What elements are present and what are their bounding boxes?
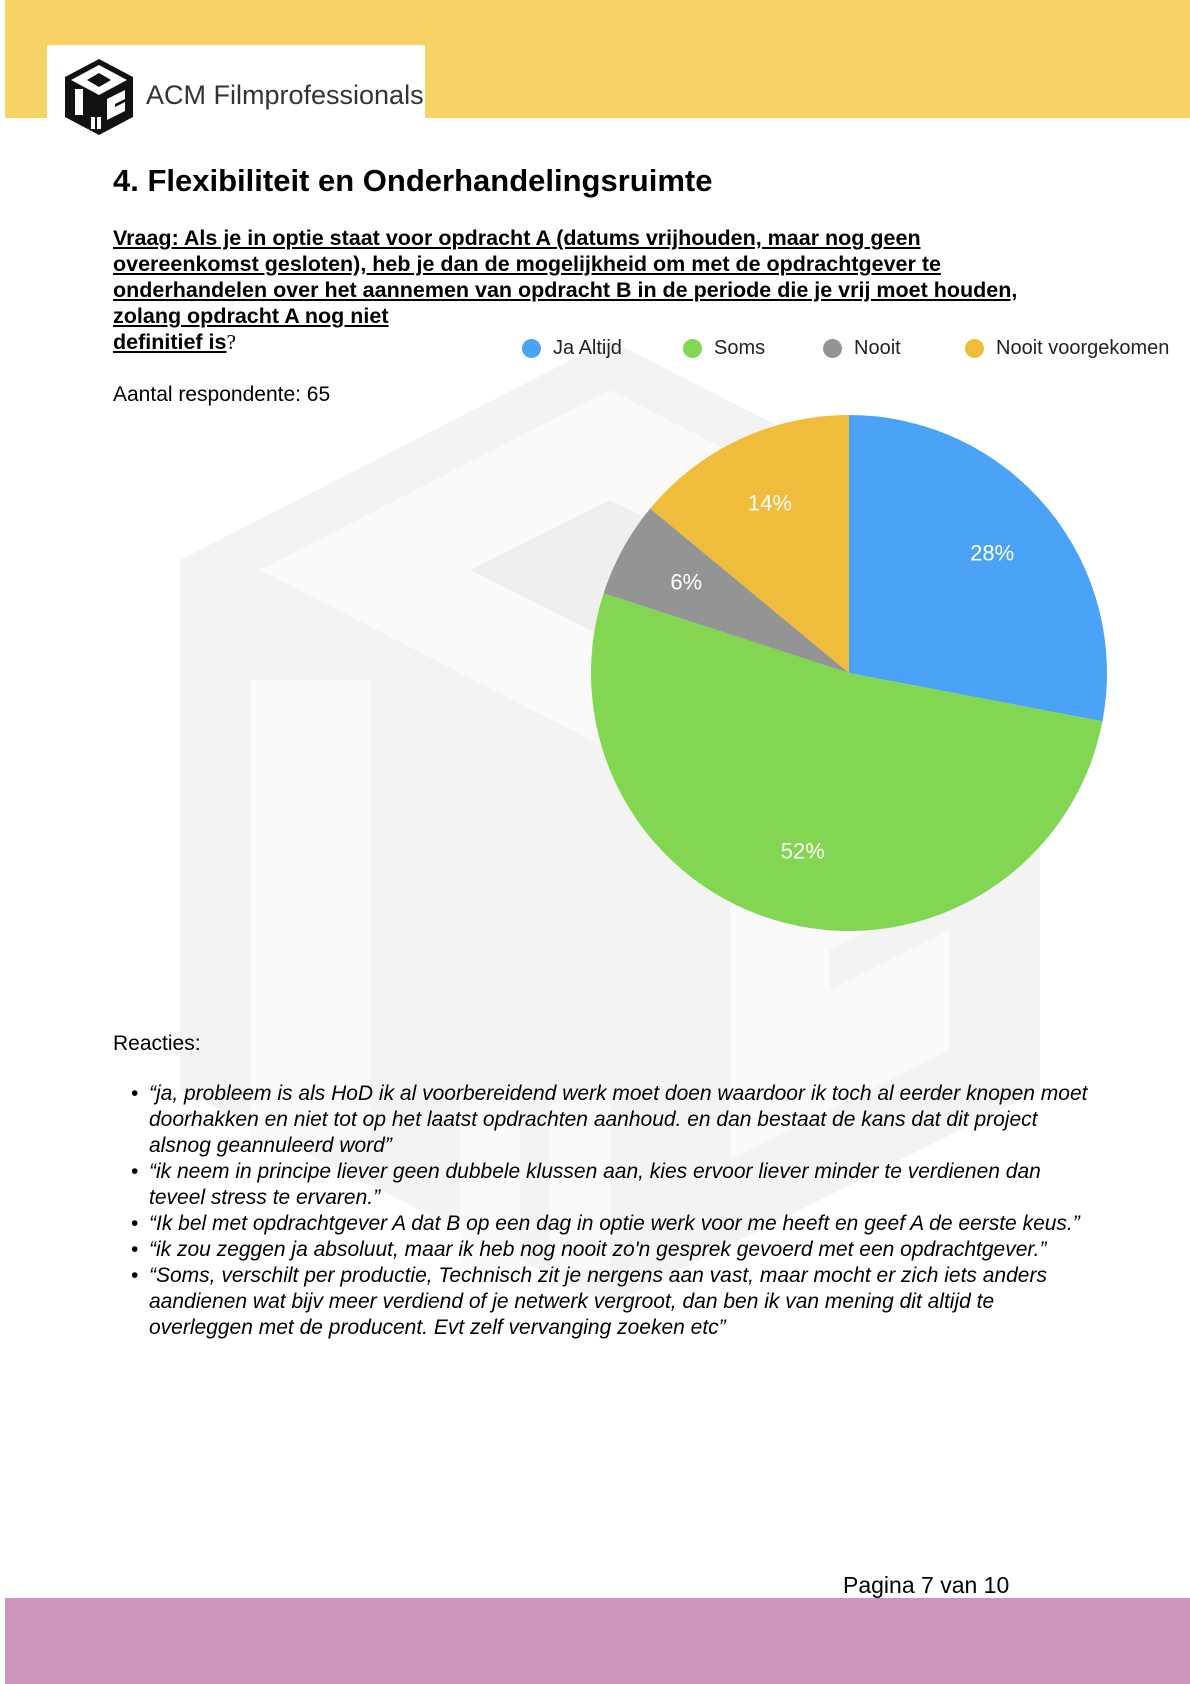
reactions-list	[131, 1081, 1091, 1341]
pie-chart	[590, 414, 1108, 932]
pie-label-nooit: 6%	[670, 569, 703, 595]
reaction-item: • “ja, probleem is als HoD ik al voorbereidend werk moet doen waardoor ik toch al eerder knopen moet doorhakken en niet tot op het laatst opdrachten aanhoud. en dan bestaat de kans dat dit project alsnog geannuleerd word”	[131, 1081, 1091, 1159]
question-line-5: definitief is	[113, 330, 227, 354]
legend-item-nooit-voorgekomen	[965, 337, 1169, 360]
legend-item-ja-altijd	[522, 337, 622, 360]
section-title: 4. Flexibiliteit en Onderhandelingsruimte	[113, 163, 713, 198]
acm-logo-icon	[63, 57, 135, 137]
pie-label-nooit-voorgekomen: 14%	[747, 490, 792, 516]
question-line-2: overeenkomst gesloten), heb je dan de mogelijkheid om met de opdrachtgever te	[113, 252, 941, 276]
reactions-label: Reacties:	[113, 1032, 201, 1055]
page-number: Pagina 7 van 10	[843, 1572, 1010, 1598]
legend-label-nooit: Nooit	[854, 337, 901, 359]
legend-label-ja-altijd: Ja Altijd	[553, 337, 622, 359]
footer-band	[5, 1598, 1190, 1684]
reaction-item: • “ik zou zeggen ja absoluut, maar ik heb nog nooit zo'n gesprek gevoerd met een opdrachtgever.”	[131, 1237, 1091, 1263]
legend-swatch-nooit-voorgekomen	[965, 339, 984, 358]
legend-label-soms: Soms	[714, 337, 766, 359]
legend-label-nooit-voorgekomen: Nooit voorgekomen	[996, 337, 1170, 359]
respondent-count: Aantal respondente: 65	[113, 383, 331, 406]
pie-label-soms: 52%	[780, 838, 825, 864]
pie-slice-ja-altijd	[849, 415, 1107, 721]
reaction-item: • “ik neem in principe liever geen dubbele klussen aan, kies ervoor liever minder te verdienen dan teveel stress te ervaren.”	[131, 1159, 1091, 1211]
pie-label-ja-altijd: 28%	[970, 540, 1015, 566]
reaction-item: • “Ik bel met opdrachtgever A dat B op een dag in optie werk voor me heeft en geef A de eerste keus.”	[131, 1211, 1091, 1237]
survey-question	[113, 225, 1063, 355]
legend-swatch-nooit	[823, 339, 842, 358]
question-line-1: Vraag: Als je in optie staat voor opdracht A (datums vrijhouden, maar nog geen	[113, 226, 921, 250]
question-line-4: zolang opdracht A nog niet	[113, 304, 389, 328]
reaction-item: • “Soms, verschilt per productie, Technisch zit je nergens aan vast, maar mocht er zich iets anders aandienen wat bijv meer verdiend of je netwerk vergroot, dan ben ik van mening dit altijd te overleggen met de producent. Evt zelf vervanging zoeken etc”	[131, 1263, 1091, 1341]
logo-box	[47, 45, 425, 118]
legend-swatch-ja-altijd	[522, 339, 541, 358]
question-mark: ?	[226, 330, 237, 354]
legend-item-soms	[683, 337, 765, 360]
legend-item-nooit	[823, 337, 901, 360]
legend-swatch-soms	[683, 339, 702, 358]
question-line-3: onderhandelen over het aannemen van opdracht B in de periode die je vrij moet houden,	[113, 278, 1018, 302]
org-name: ACM Filmprofessionals	[146, 80, 424, 110]
